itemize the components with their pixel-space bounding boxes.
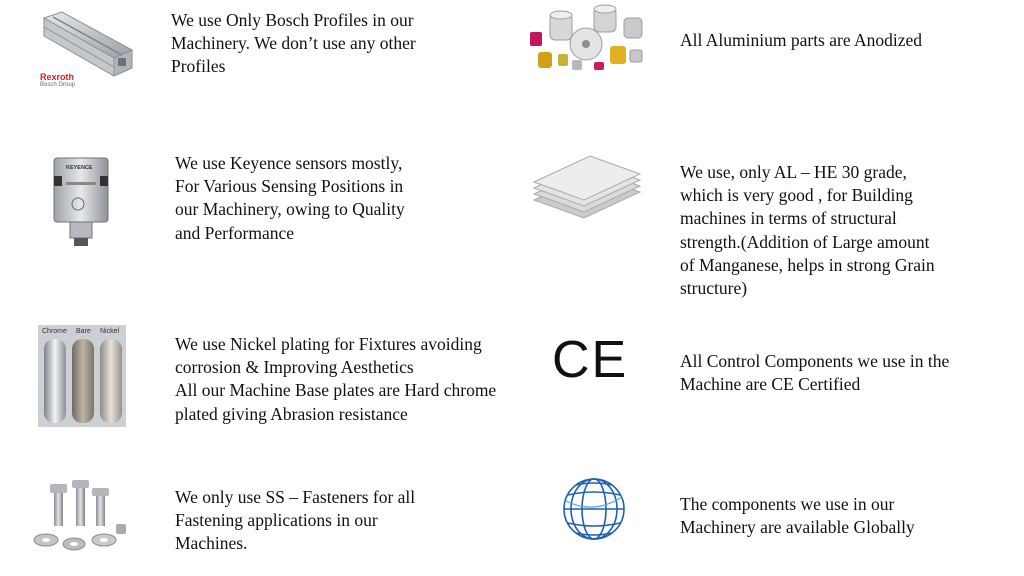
plating-label-chrome: Chrome bbox=[42, 328, 67, 335]
rexroth-brand-sub: Bosch Group bbox=[40, 82, 76, 88]
bosch-profile-text: We use Only Bosch Profiles in our Machinery. We don’t use any other Profiles bbox=[171, 10, 416, 77]
global-text: The components we use in our Machinery are available Globally bbox=[680, 494, 915, 538]
aluminium-plates-icon bbox=[528, 152, 644, 228]
plating-label-nickel: Nickel bbox=[100, 328, 120, 335]
anodized-parts-icon bbox=[528, 6, 650, 72]
ce-text: All Control Components we use in the Machine are CE Certified bbox=[680, 351, 950, 395]
rexroth-logo bbox=[40, 72, 100, 89]
ss-fasteners-icon bbox=[32, 478, 128, 556]
keyence-sensor-icon bbox=[50, 152, 112, 248]
keyence-label: KEYENCE bbox=[66, 165, 93, 171]
anodized-text: All Aluminium parts are Anodized bbox=[680, 30, 923, 50]
rexroth-brand: Rexroth bbox=[40, 72, 75, 82]
ce-mark-icon bbox=[550, 331, 629, 389]
fasteners-text: We only use SS – Fasteners for all Fastening applications in our Machines. bbox=[175, 487, 416, 554]
plating-text: We use Nickel plating for Fixtures avoiding corrosion & Improving Aesthetics All our Machine Base plates are Hard chrome plated giving Abrasion resistance bbox=[175, 334, 497, 424]
al-grade-text: We use, only AL – HE 30 grade, which is very good , for Building machines in terms of structural strength.(Addition of Large amount of Manganese, helps in strong Grain structure) bbox=[680, 162, 935, 299]
ce-mark-text: CE bbox=[552, 331, 629, 389]
plating-label-bare: Bare bbox=[76, 328, 91, 335]
keyence-text: We use Keyence sensors mostly, For Various Sensing Positions in our Machinery, owing to Quality and Performance bbox=[175, 153, 405, 243]
globe-icon bbox=[556, 475, 632, 543]
plating-samples-icon bbox=[38, 325, 126, 427]
